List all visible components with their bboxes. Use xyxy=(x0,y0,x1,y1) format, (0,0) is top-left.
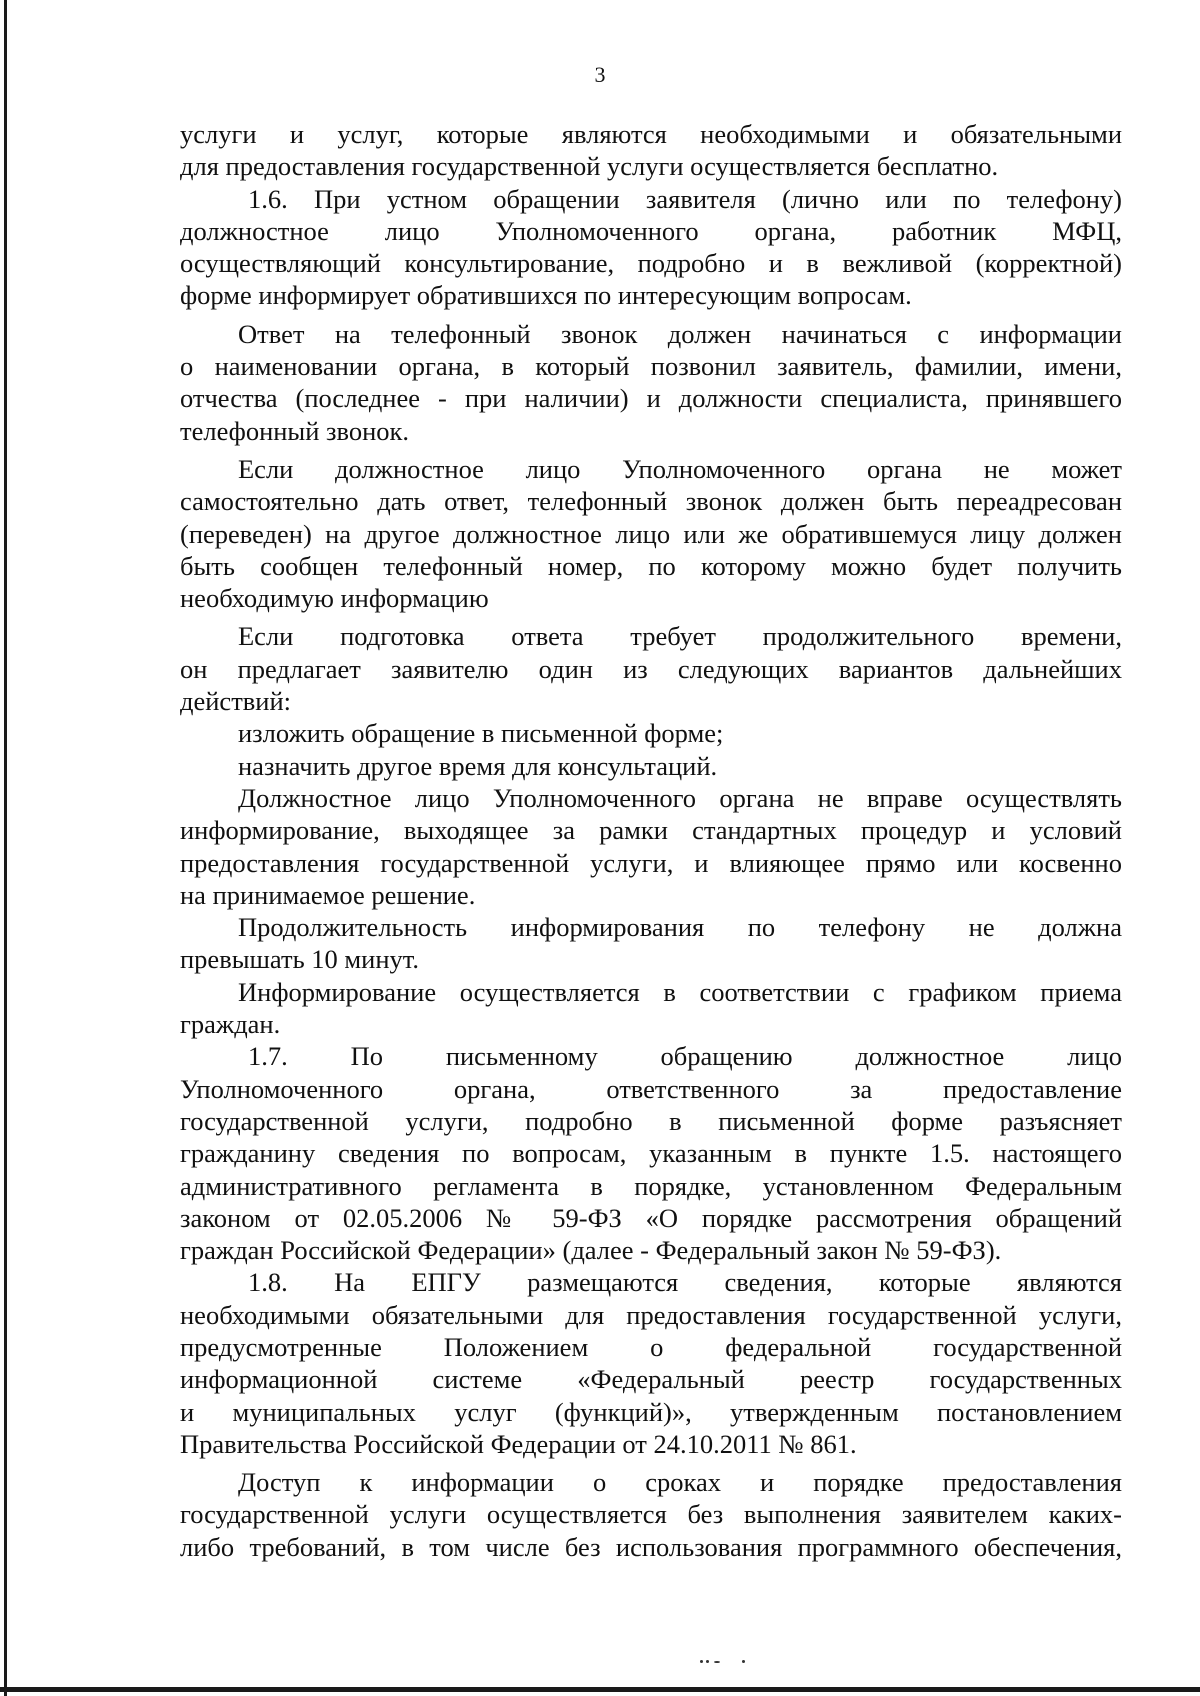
text-line: о наименовании органа, в который позвонил заявитель, фамилии, имени, xyxy=(180,351,1122,382)
text-line: административного регламента в порядке, установленном Федеральным xyxy=(180,1170,1122,1201)
text-line: законом от 02.05.2006 № 59-ФЗ «О порядке рассмотрения обращений xyxy=(180,1202,1122,1233)
text-line: Если должностное лицо Уполномоченного органа не может xyxy=(238,453,1122,484)
text-line: Должностное лицо Уполномоченного органа не вправе осуществлять xyxy=(238,782,1122,813)
scan-artifact xyxy=(700,1660,750,1666)
text-line: Продолжительность информирования по телефону не должна xyxy=(238,912,1122,943)
text-line: государственной услуги, подробно в письменной форме разъясняет xyxy=(180,1105,1122,1136)
text-line: должностное лицо Уполномоченного органа, работник МФЦ, xyxy=(180,215,1122,246)
document-body xyxy=(180,118,1122,1563)
text-line: государственной услуги осуществляется без выполнения заявителем каких- xyxy=(180,1499,1122,1530)
text-line: Если подготовка ответа требует продолжительного времени, xyxy=(238,621,1122,652)
text-line: граждан. xyxy=(180,1009,281,1040)
text-line: самостоятельно дать ответ, телефонный звонок должен быть переадресован xyxy=(180,486,1122,517)
text-line: быть сообщен телефонный номер, по которому можно будет получить xyxy=(180,550,1122,581)
text-line: услуги и услуг, которые являются необходимыми и обязательными xyxy=(180,119,1122,149)
text-line: для предоставления государственной услуги осуществляется бесплатно. xyxy=(180,151,999,182)
scan-edge-left xyxy=(4,0,7,1696)
text-line: и муниципальных услуг (функций)», утвержденным постановлением xyxy=(180,1396,1122,1427)
text-line: превышать 10 минут. xyxy=(180,944,420,975)
text-line: информирование, выходящее за рамки стандартных процедур и условий xyxy=(180,815,1122,846)
scan-edge-bottom xyxy=(0,1687,1200,1692)
text-line: необходимую информацию xyxy=(180,583,489,614)
text-line: Уполномоченного органа, ответственного за предоставление xyxy=(180,1073,1122,1104)
text-line: предусмотренные Положением о федеральной государственной xyxy=(180,1331,1122,1362)
text-line: телефонный звонок. xyxy=(180,415,410,446)
text-line: Информирование осуществляется в соответствии с графиком приема xyxy=(238,976,1122,1007)
text-line: осуществляющий консультирование, подробно и в вежливой (корректной) xyxy=(180,248,1122,279)
text-line: граждан Российской Федерации» (далее - Федеральный закон № 59-ФЗ). xyxy=(180,1235,1002,1266)
text-line: гражданину сведения по вопросам, указанным в пункте 1.5. настоящего xyxy=(180,1138,1122,1169)
text-line: он предлагает заявителю один из следующих вариантов дальнейших xyxy=(180,653,1122,684)
text-line: необходимыми обязательными для предоставления государственной услуги, xyxy=(180,1299,1122,1330)
text-line: изложить обращение в письменной форме; xyxy=(238,718,724,749)
text-line: информационной системе «Федеральный реестр государственных xyxy=(180,1364,1122,1395)
text-line: на принимаемое решение. xyxy=(180,879,476,910)
text-line: Ответ на телефонный звонок должен начинаться с информации xyxy=(238,318,1122,349)
text-line: форме информирует обратившихся по интересующим вопросам. xyxy=(180,280,912,311)
text-line: Доступ к информации о сроках и порядке предоставления xyxy=(238,1467,1122,1498)
text-line: предоставления государственной услуги, и влияющее прямо или косвенно xyxy=(180,847,1122,878)
text-line: отчества (последнее - при наличии) и должности специалиста, принявшего xyxy=(180,383,1122,414)
page-number: 3 xyxy=(594,62,606,87)
text-line: Правительства Российской Федерации от 24.10.2011 № 861. xyxy=(180,1428,857,1459)
text-line: назначить другое время для консультаций. xyxy=(238,750,718,781)
text-line: либо требований, в том числе без использования программного обеспечения, xyxy=(180,1531,1122,1562)
text-line: (переведен) на другое должностное лицо или же обратившемуся лицу должен xyxy=(180,518,1122,549)
text-line: 1.8. На ЕПГУ размещаются сведения, которые являются xyxy=(248,1267,1122,1298)
text-line: 1.6. При устном обращении заявителя (лично или по телефону) xyxy=(248,183,1122,214)
text-line: действий: xyxy=(180,686,292,717)
text-line: 1.7. По письменному обращению должностное лицо xyxy=(248,1041,1122,1072)
